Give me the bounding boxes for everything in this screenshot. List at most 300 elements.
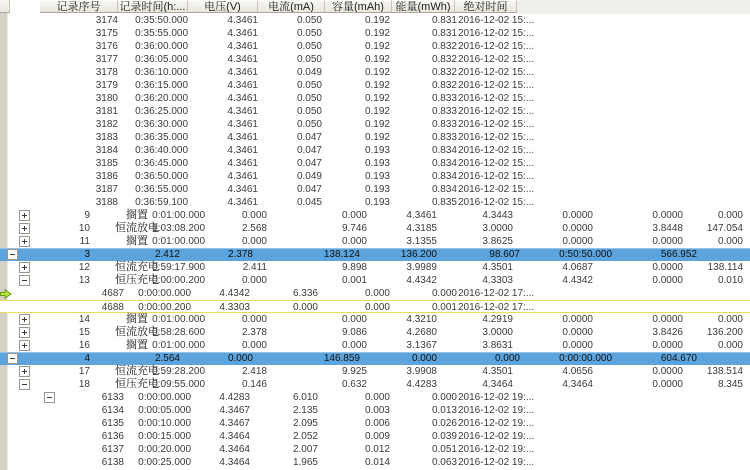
table-row[interactable] <box>0 456 750 469</box>
cell-value: 0.0000 <box>652 210 683 221</box>
cell-value: 0.832 <box>431 54 457 65</box>
cell-value: 4.3185 <box>406 223 437 234</box>
cell-value: 9.925 <box>341 366 367 377</box>
cell-value: 1:03:08.200 <box>152 223 205 234</box>
cell-value: 4.3464 <box>219 457 250 468</box>
cell-value: 3185 <box>95 158 118 169</box>
cell-value: 2.378 <box>227 249 253 260</box>
table-row[interactable] <box>0 352 750 365</box>
table-row[interactable] <box>0 144 750 157</box>
cell-absolute-time: 2016-12-02 15:... <box>458 171 535 182</box>
cell-value: 0.832 <box>431 80 457 91</box>
cell-value: 3183 <box>95 132 118 143</box>
cell-value: 0:50:50.000 <box>559 249 612 260</box>
cell-value: 9.898 <box>341 262 367 273</box>
cell-value: 0:36:05.000 <box>135 54 188 65</box>
cell-value: 0.012 <box>364 444 390 455</box>
cell-value: 0.831 <box>431 15 457 26</box>
table-row[interactable] <box>0 14 750 27</box>
cell-value: 4.3461 <box>227 197 258 208</box>
cell-value: 0.050 <box>296 28 322 39</box>
cell-value: 0.050 <box>296 106 322 117</box>
cell-value: 4.3443 <box>482 210 513 221</box>
cell-value: 10 <box>78 223 90 234</box>
table-row[interactable] <box>0 248 750 261</box>
cell-value: 3184 <box>95 145 118 156</box>
cell-value: 4.0656 <box>562 366 593 377</box>
cell-absolute-time: 2016-12-02 15:... <box>458 119 535 130</box>
minus-box-icon[interactable] <box>19 379 30 390</box>
table-row[interactable] <box>0 92 750 105</box>
cell-value: 4.0687 <box>562 262 593 273</box>
cell-value: 0:01:00.000 <box>152 210 205 221</box>
cell-value: 6133 <box>101 392 124 403</box>
cell-value: 6136 <box>101 431 124 442</box>
cell-value: 138.124 <box>323 249 360 260</box>
cell-value: 0.000 <box>717 236 743 247</box>
plus-box-icon[interactable] <box>19 366 30 377</box>
cell-value: 1.965 <box>292 457 318 468</box>
cell-value: 9.086 <box>341 327 367 338</box>
cell-value: 0:59:17.900 <box>152 262 205 273</box>
cell-value: 0.000 <box>241 236 267 247</box>
cell-value: 0.0000 <box>562 327 593 338</box>
cell-value: 0.193 <box>364 145 390 156</box>
cell-value: 18 <box>78 379 90 390</box>
cell-value: 0.050 <box>296 15 322 26</box>
column-header-5[interactable]: 能量(mWh) <box>392 0 455 13</box>
cell-value: 0.834 <box>431 171 457 182</box>
table-row[interactable] <box>0 300 750 313</box>
plus-box-icon[interactable] <box>19 236 30 247</box>
cell-value: 0.000 <box>411 353 437 364</box>
cell-value: 146.859 <box>323 353 360 364</box>
cell-value: 0.009 <box>364 431 390 442</box>
cell-value: 17 <box>78 366 90 377</box>
cell-value: 0.000 <box>241 210 267 221</box>
cell-value: 98.607 <box>489 249 520 260</box>
cell-value: 0:00:00.200 <box>152 275 205 286</box>
cell-value: 4688 <box>101 302 124 313</box>
cell-value: 2.378 <box>241 327 267 338</box>
cell-value: 4.3461 <box>227 145 258 156</box>
plus-box-icon[interactable] <box>19 340 30 351</box>
cell-value: 0.0000 <box>652 314 683 325</box>
cell-value: 0.193 <box>364 158 390 169</box>
cell-value: 9.746 <box>341 223 367 234</box>
cell-value: 4.3461 <box>406 210 437 221</box>
cell-value: 0.192 <box>364 15 390 26</box>
cell-value: 3.9989 <box>406 262 437 273</box>
cell-value: 15 <box>78 327 90 338</box>
table-row[interactable] <box>0 183 750 196</box>
cell-absolute-time: 2016-12-02 19:... <box>458 418 535 429</box>
cell-value: 4.4283 <box>219 392 250 403</box>
cell-value: 0.833 <box>431 132 457 143</box>
cell-value: 0.000 <box>292 302 318 313</box>
cell-value: 147.054 <box>706 223 743 234</box>
cell-value: 0.192 <box>364 93 390 104</box>
cell-value: 0.834 <box>431 184 457 195</box>
cell-value: 0.146 <box>241 379 267 390</box>
cell-value: 0.0000 <box>652 340 683 351</box>
column-header-3[interactable]: 电流(mA) <box>258 0 325 13</box>
cell-value: 0.834 <box>431 145 457 156</box>
cell-value: 4.3464 <box>562 379 593 390</box>
cell-value: 0.050 <box>296 93 322 104</box>
cell-value: 4 <box>84 353 90 364</box>
cell-value: 0:00:00.200 <box>138 302 191 313</box>
cell-value: 3188 <box>95 197 118 208</box>
cell-value: 8.345 <box>717 379 743 390</box>
cell-value: 0.045 <box>296 197 322 208</box>
table-row[interactable] <box>0 40 750 53</box>
column-header-2[interactable]: 电压(V) <box>188 0 258 13</box>
table-row[interactable] <box>0 313 750 326</box>
cell-value: 3174 <box>95 15 118 26</box>
cell-value: 4.4342 <box>562 275 593 286</box>
cell-value: 0:35:50.000 <box>135 15 188 26</box>
cell-value: 136.200 <box>400 249 437 260</box>
table-body <box>0 14 750 470</box>
table-row[interactable] <box>0 430 750 443</box>
cell-step-name: 搁置 <box>126 235 148 247</box>
cell-value: 3.9908 <box>406 366 437 377</box>
cell-step-name: 搁置 <box>126 209 148 221</box>
cell-value: 138.114 <box>707 262 743 273</box>
table-row[interactable] <box>0 326 750 339</box>
table-row[interactable] <box>0 391 750 404</box>
cell-value: 2.411 <box>242 262 267 273</box>
cell-step-name: 恒流充电 <box>115 365 159 377</box>
cell-absolute-time: 2016-12-02 15:... <box>458 132 535 143</box>
table-row[interactable] <box>0 131 750 144</box>
current-record-arrow-icon <box>0 289 12 299</box>
cell-value: 0:36:25.000 <box>135 106 188 117</box>
plus-box-icon[interactable] <box>19 327 30 338</box>
cell-value: 0.050 <box>296 119 322 130</box>
header-filler <box>517 0 750 14</box>
cell-value: 3.1355 <box>406 236 437 247</box>
cell-value: 0.632 <box>341 379 367 390</box>
cell-step-name: 搁置 <box>126 339 148 351</box>
cell-absolute-time: 2016-12-02 15:... <box>458 28 535 39</box>
cell-value: 3178 <box>95 67 118 78</box>
cell-value: 2.095 <box>292 418 318 429</box>
cell-value: 0.0000 <box>562 223 593 234</box>
cell-value: 2.135 <box>292 405 318 416</box>
cell-value: 0.010 <box>717 275 743 286</box>
cell-absolute-time: 2016-12-02 15:... <box>458 15 535 26</box>
cell-value: 0.192 <box>364 132 390 143</box>
cell-value: 4687 <box>101 288 124 299</box>
cell-value: 0:36:00.000 <box>135 41 188 52</box>
cell-value: 4.3461 <box>227 171 258 182</box>
cell-value: 4.3461 <box>227 132 258 143</box>
cell-value: 0.0000 <box>652 236 683 247</box>
cell-absolute-time: 2016-12-02 15:... <box>458 54 535 65</box>
cell-value: 3.1367 <box>406 340 437 351</box>
cell-absolute-time: 2016-12-02 19:... <box>458 392 535 403</box>
cell-step-name: 恒流放电 <box>115 326 159 338</box>
cell-value: 4.3464 <box>219 444 250 455</box>
cell-value: 6138 <box>101 457 124 468</box>
cell-value: 0:00:25.000 <box>138 457 191 468</box>
cell-step-name: 恒流放电 <box>115 222 159 234</box>
cell-value: 0:59:28.200 <box>152 366 205 377</box>
table-row[interactable] <box>0 196 750 209</box>
cell-value: 0.000 <box>717 340 743 351</box>
cell-absolute-time: 2016-12-02 15:... <box>458 80 535 91</box>
cell-value: 0:36:35.000 <box>135 132 188 143</box>
cell-value: 4.3464 <box>482 379 513 390</box>
cell-value: 2.052 <box>292 431 318 442</box>
cell-value: 0.026 <box>431 418 457 429</box>
cell-value: 3 <box>84 249 90 260</box>
cell-value: 0.049 <box>296 171 322 182</box>
cell-value: 4.3303 <box>482 275 513 286</box>
cell-value: 0.193 <box>364 184 390 195</box>
cell-absolute-time: 2016-12-02 15:... <box>458 41 535 52</box>
table-row[interactable] <box>0 365 750 378</box>
cell-value: 0.000 <box>717 210 743 221</box>
cell-value: 3186 <box>95 171 118 182</box>
cell-value: 0.000 <box>364 288 390 299</box>
cell-value: 0.000 <box>241 314 267 325</box>
cell-value: 0.049 <box>296 67 322 78</box>
cell-value: 4.3464 <box>219 431 250 442</box>
column-header-4[interactable]: 容量(mAh) <box>325 0 392 13</box>
table-row[interactable] <box>0 157 750 170</box>
cell-value: 0.831 <box>431 28 457 39</box>
cell-value: 4.3461 <box>227 119 258 130</box>
cell-value: 0.000 <box>431 288 457 299</box>
table-header <box>0 0 750 14</box>
cell-value: 2.418 <box>241 366 267 377</box>
cell-value: 0.006 <box>364 418 390 429</box>
table-row[interactable] <box>0 79 750 92</box>
cell-value: 4.4283 <box>406 379 437 390</box>
column-header-1[interactable]: 记录时间(h:... <box>118 0 188 13</box>
cell-value: 13 <box>78 275 90 286</box>
cell-value: 0.0000 <box>652 366 683 377</box>
cell-value: 0.834 <box>431 158 457 169</box>
cell-value: 6135 <box>101 418 124 429</box>
table-row[interactable] <box>0 235 750 248</box>
cell-value: 0.050 <box>296 80 322 91</box>
cell-value: 3187 <box>95 184 118 195</box>
cell-value: 0.0000 <box>652 275 683 286</box>
cell-value: 0.192 <box>364 54 390 65</box>
table-row[interactable] <box>0 222 750 235</box>
table-row[interactable] <box>0 339 750 352</box>
cell-value: 3.0000 <box>482 223 513 234</box>
cell-value: 0.000 <box>717 314 743 325</box>
cell-value: 4.3461 <box>227 158 258 169</box>
cell-absolute-time: 2016-12-02 15:... <box>458 93 535 104</box>
cell-value: 0:35:55.000 <box>135 28 188 39</box>
cell-value: 0:36:30.000 <box>135 119 188 130</box>
table-row[interactable] <box>0 417 750 430</box>
cell-value: 6134 <box>101 405 124 416</box>
cell-value: 0.050 <box>296 54 322 65</box>
cell-value: 0.0000 <box>562 236 593 247</box>
cell-value: 3181 <box>95 106 118 117</box>
cell-absolute-time: 2016-12-02 17:... <box>458 302 535 313</box>
cell-value: 136.200 <box>706 327 743 338</box>
cell-value: 0:36:20.000 <box>135 93 188 104</box>
cell-value: 0.000 <box>341 314 367 325</box>
minus-box-icon[interactable] <box>19 275 30 286</box>
cell-value: 4.3501 <box>482 262 513 273</box>
cell-absolute-time: 2016-12-02 15:... <box>458 197 535 208</box>
minus-box-icon[interactable] <box>7 353 18 364</box>
cell-absolute-time: 2016-12-02 19:... <box>458 444 535 455</box>
cell-value: 4.3461 <box>227 184 258 195</box>
cell-value: 0.001 <box>341 275 367 286</box>
cell-value: 0.193 <box>364 197 390 208</box>
cell-value: 0:36:10.000 <box>135 67 188 78</box>
cell-step-name: 恒压充电 <box>115 378 159 390</box>
cell-value: 0.192 <box>364 119 390 130</box>
cell-value: 3.8448 <box>652 223 683 234</box>
cell-value: 4.4342 <box>219 288 250 299</box>
cell-value: 0.003 <box>364 405 390 416</box>
cell-value: 0.192 <box>364 28 390 39</box>
cell-value: 0.0000 <box>652 379 683 390</box>
cell-value: 0:36:15.000 <box>135 80 188 91</box>
cell-value: 0.0000 <box>562 210 593 221</box>
cell-value: 2.568 <box>241 223 267 234</box>
table-row[interactable] <box>0 443 750 456</box>
cell-absolute-time: 2016-12-02 19:... <box>458 431 535 442</box>
cell-value: 2.564 <box>154 353 180 364</box>
cell-value: 0.047 <box>296 132 322 143</box>
cell-value: 0.047 <box>296 158 322 169</box>
cell-value: 0.000 <box>364 392 390 403</box>
cell-value: 0.039 <box>431 431 457 442</box>
cell-value: 3.8426 <box>652 327 683 338</box>
cell-value: 4.2680 <box>406 327 437 338</box>
cell-value: 0.047 <box>296 145 322 156</box>
cell-value: 3.0000 <box>482 327 513 338</box>
cell-value: 0:00:00.000 <box>138 288 191 299</box>
cell-step-name: 恒压充电 <box>115 274 159 286</box>
cell-value: 3177 <box>95 54 118 65</box>
cell-value: 0.000 <box>341 340 367 351</box>
cell-value: 4.3461 <box>227 15 258 26</box>
cell-value: 11 <box>79 236 90 247</box>
cell-value: 0.0000 <box>562 340 593 351</box>
table-row[interactable] <box>0 404 750 417</box>
cell-absolute-time: 2016-12-02 15:... <box>458 145 535 156</box>
cell-value: 4.3461 <box>227 93 258 104</box>
cell-value: 0.000 <box>341 210 367 221</box>
table-row[interactable] <box>0 105 750 118</box>
cell-value: 4.3467 <box>219 418 250 429</box>
cell-value: 0:36:45.000 <box>135 158 188 169</box>
cell-value: 0.013 <box>431 405 457 416</box>
cell-value: 4.3461 <box>227 54 258 65</box>
cell-value: 0.051 <box>431 444 457 455</box>
table-row[interactable] <box>0 378 750 391</box>
table-row[interactable] <box>0 287 750 300</box>
cell-value: 0:00:00.000 <box>138 392 191 403</box>
cell-value: 0.000 <box>241 340 267 351</box>
cell-absolute-time: 2016-12-02 15:... <box>458 158 535 169</box>
cell-value: 0.833 <box>431 106 457 117</box>
plus-box-icon[interactable] <box>19 262 30 273</box>
cell-value: 0.000 <box>494 353 520 364</box>
cell-value: 0.192 <box>364 80 390 91</box>
cell-value: 4.4342 <box>406 275 437 286</box>
cell-value: 0:36:55.000 <box>135 184 188 195</box>
cell-value: 3.8631 <box>482 340 513 351</box>
cell-value: 3.8625 <box>482 236 513 247</box>
table-row[interactable] <box>0 66 750 79</box>
cell-value: 0.832 <box>431 41 457 52</box>
cell-value: 6137 <box>101 444 124 455</box>
cell-value: 0.000 <box>431 392 457 403</box>
cell-value: 3179 <box>95 80 118 91</box>
cell-value: 2.412 <box>154 249 180 260</box>
column-header-6[interactable]: 绝对时间 <box>455 0 517 13</box>
cell-value: 0.000 <box>241 275 267 286</box>
cell-value: 0:01:00.000 <box>152 340 205 351</box>
cell-value: 604.670 <box>660 353 697 364</box>
cell-absolute-time: 2016-12-02 15:... <box>458 106 535 117</box>
cell-value: 0:00:15.000 <box>138 431 191 442</box>
cell-value: 0.047 <box>296 184 322 195</box>
plus-box-icon[interactable] <box>19 223 30 234</box>
cell-value: 0:36:59.100 <box>135 197 188 208</box>
cell-value: 0:09:55.000 <box>152 379 205 390</box>
cell-value: 0:01:00.000 <box>152 236 205 247</box>
minus-box-icon[interactable] <box>7 249 18 260</box>
minus-box-icon[interactable] <box>44 392 55 403</box>
cell-value: 6.010 <box>292 392 318 403</box>
cell-value: 4.3461 <box>227 80 258 91</box>
table-row[interactable] <box>0 261 750 274</box>
cell-value: 0.000 <box>341 236 367 247</box>
cell-value: 2.007 <box>292 444 318 455</box>
cell-value: 0.000 <box>227 353 253 364</box>
cell-absolute-time: 2016-12-02 15:... <box>458 67 535 78</box>
cell-value: 0.014 <box>364 457 390 468</box>
cell-value: 0.063 <box>431 457 457 468</box>
plus-box-icon[interactable] <box>19 210 30 221</box>
plus-box-icon[interactable] <box>19 314 30 325</box>
table-row[interactable] <box>0 209 750 222</box>
cell-value: 0.192 <box>364 67 390 78</box>
cell-value: 4.3303 <box>219 302 250 313</box>
cell-absolute-time: 2016-12-02 19:... <box>458 457 535 468</box>
table-row[interactable] <box>0 170 750 183</box>
cell-value: 566.952 <box>660 249 697 260</box>
cell-value: 3176 <box>95 41 118 52</box>
cell-value: 4.3461 <box>227 41 258 52</box>
cell-value: 0.833 <box>431 119 457 130</box>
cell-value: 4.3461 <box>227 28 258 39</box>
cell-value: 0.050 <box>296 41 322 52</box>
table-row[interactable] <box>0 118 750 131</box>
table-row[interactable] <box>0 274 750 287</box>
table-row[interactable] <box>0 53 750 66</box>
cell-value: 0.832 <box>431 67 457 78</box>
table-row[interactable] <box>0 27 750 40</box>
cell-absolute-time: 2016-12-02 19:... <box>458 405 535 416</box>
column-header-0[interactable]: 记录序号 <box>40 0 118 13</box>
